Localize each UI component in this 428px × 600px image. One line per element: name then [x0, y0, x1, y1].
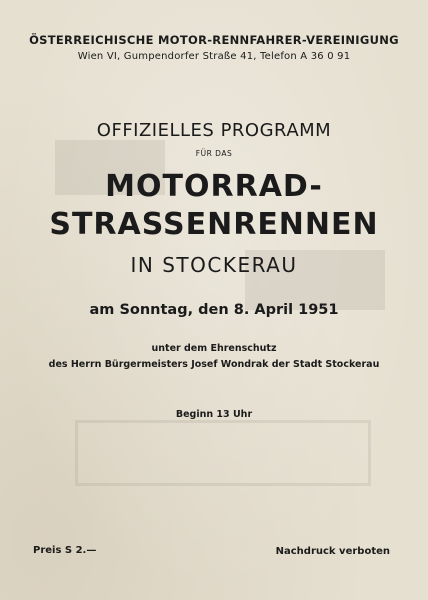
event-title-line1: MOTORRAD- — [105, 169, 323, 204]
reprint-notice: Nachdruck verboten — [275, 546, 390, 557]
event-title-line2: STRASSENRENNEN — [49, 207, 379, 242]
event-location: IN STOCKERAU — [130, 253, 298, 277]
start-time: Beginn 13 Uhr — [175, 409, 253, 420]
organization-address: Wien VI, Gumpendorfer Straße 41, Telefon A 36 0 91 — [77, 51, 351, 62]
patronage-line2: des Herrn Bürgermeisters Josef Wondrak der Stadt Stockerau — [48, 359, 380, 370]
event-date: am Sonntag, den 8. April 1951 — [89, 302, 339, 318]
patronage-line1: unter dem Ehrenschutz — [151, 343, 277, 354]
program-subtitle: FÜR DAS — [195, 149, 233, 158]
organization-name: ÖSTERREICHISCHE MOTOR-RENNFAHRER-VEREINIGUNG — [29, 33, 399, 47]
price-label: Preis S 2.— — [33, 545, 97, 556]
program-title: OFFIZIELLES PROGRAMM — [96, 120, 332, 141]
